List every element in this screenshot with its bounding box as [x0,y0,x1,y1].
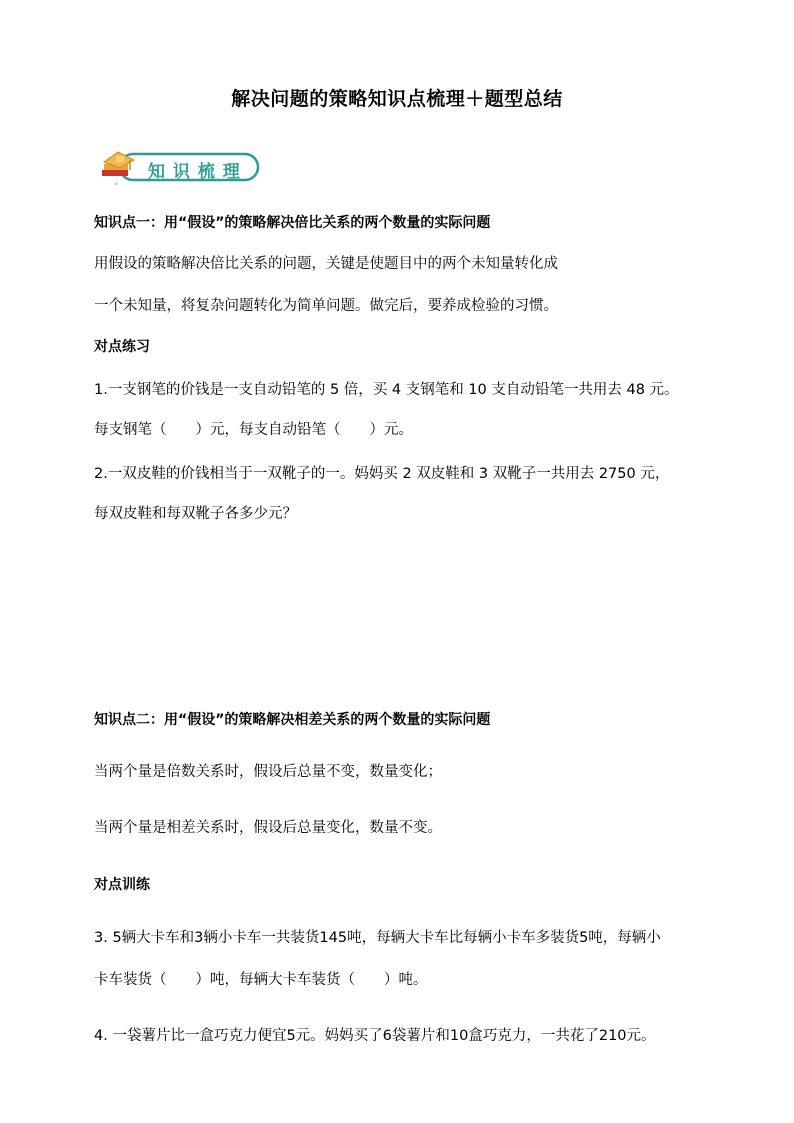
section1-body-line2: 一个未知量，将复杂问题转化为简单问题。做完后，要养成检验的习惯。 [94,298,558,314]
question4-line1: 4. 一袋薯片比一盒巧克力便宜5元。妈妈买了6袋薯片和10盒巧克力，一共花了210元。 [94,1028,656,1044]
question1-line1: 1.一支钢笔的价钱是一支自动铅笔的 5 倍，买 4 支钢笔和 10 支自动铅笔一共用去 48 元。 [94,382,679,398]
section2-body-line2: 当两个量是相差关系时，假设后总量变化，数量不变。 [94,820,442,836]
section1-body-line1: 用假设的策略解决倍比关系的问题，关键是使题目中的两个未知量转化成 [94,256,558,272]
knowledge-badge [100,148,264,188]
question2-line1: 2.一双皮鞋的价钱相当于一双靴子的一。妈妈买 2 双皮鞋和 3 双靴子一共用去 2750 元， [94,466,670,482]
page-title: 解决问题的策略知识点梳理＋题型总结 [231,88,563,110]
question3-line2: 卡车装货（ ）吨，每辆大卡车装货（ ）吨。 [94,972,428,988]
section1-practice-label: 对点练习 [94,339,150,355]
section2-practice-label: 对点训练 [94,877,150,893]
question2-line2: 每双皮鞋和每双靴子各多少元？ [94,506,297,522]
section2-heading: 知识点二：用“假设”的策略解决相差关系的两个数量的实际问题 [94,712,491,728]
section1-heading: 知识点一：用“假设”的策略解决倍比关系的两个数量的实际问题 [94,215,491,231]
svg-text:»: » [114,180,119,188]
section2-body-line1: 当两个量是倍数关系时，假设后总量不变，数量变化； [94,764,442,780]
question3-line1: 3. 5辆大卡车和3辆小卡车一共装货145吨，每辆大卡车比每辆小卡车多装货5吨，每辆小 [94,930,661,946]
badge-label: 知 识 梳 理 [148,162,241,182]
question1-line2: 每支钢笔（ ）元，每支自动铅笔（ ）元。 [94,422,413,438]
